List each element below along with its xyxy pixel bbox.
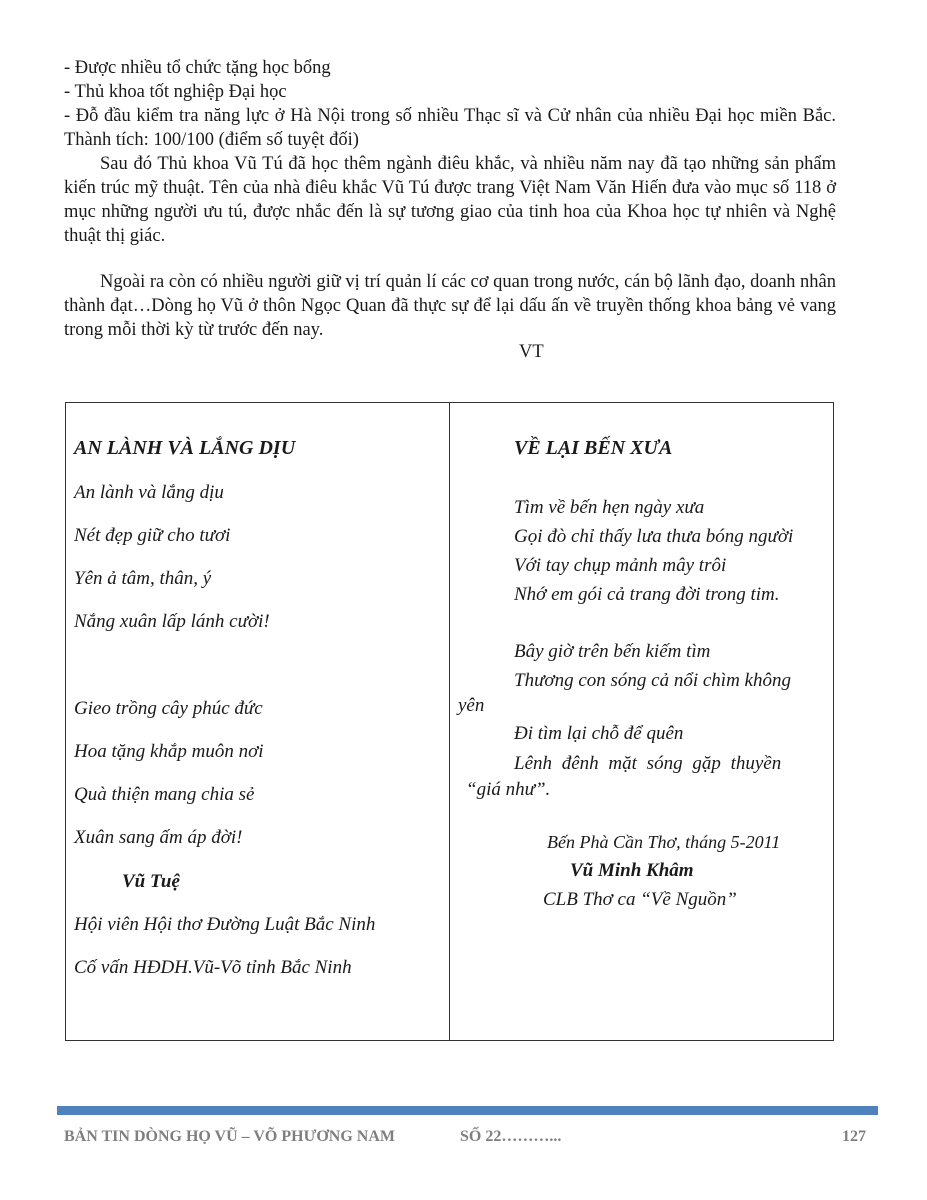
poem-left-line: Gieo trồng cây phúc đức [74,698,263,719]
poem-right-line: Đi tìm lại chỗ để quên [514,723,684,744]
paragraph-sculptor: Sau đó Thủ khoa Vũ Tú đã học thêm ngành điêu khắc, và nhiều năm nay đã tạo những sản phẩm kiến trúc mỹ thuật. Tên của nhà điêu khắc Vũ Tú được trang Việt Nam Văn Hiến đưa vào mục số 118 ở mục những người ưu tú, được nhắc đến là sự tương giao của tinh hoa của Khoa học tự nhiên và Nghệ thuật thị giác. [64,154,836,246]
page-number: 127 [842,1128,866,1145]
poem-left-line: Yên ả tâm, thân, ý [74,568,212,589]
footer-bar [57,1106,878,1115]
poem-left-line: Nét đẹp giữ cho tươi [74,525,231,546]
bullet-top-score: - Đỗ đầu kiểm tra năng lực ở Hà Nội trong số nhiều Thạc sĩ và Cử nhân của nhiều Đại học miền Bắc. Thành tích: 100/100 (điểm số tuyệt đối) [64,106,836,150]
poem-left-line: Quà thiện mang chia sẻ [74,784,255,805]
poem-right-line: Nhớ em gói cả trang đời trong tim. [514,584,780,605]
article-body [64,56,836,342]
footer-issue: SỐ 22………... [460,1128,562,1145]
poem-right-place-date: Bến Phà Cần Thơ, tháng 5-2011 [547,832,781,852]
poem-right-line: Tìm về bến hẹn ngày xưa [514,497,705,518]
poem-right-line: Gọi đò chỉ thấy lưa thưa bóng người [514,526,794,547]
poem-left-line: Xuân sang ấm áp đời! [74,827,243,848]
article-signature: VT [519,342,544,362]
poem-right-line: Bây giờ trên bến kiếm tìm [514,641,711,662]
poem-right-author: Vũ Minh Khâm [570,860,694,881]
poem-left-role: Hội viên Hội thơ Đường Luật Bắc Ninh [74,914,376,935]
paragraph-lineage: Ngoài ra còn có nhiều người giữ vị trí quản lí các cơ quan trong nước, cán bộ lãnh đạo, doanh nhân thành đạt…Dòng họ Vũ ở thôn Ngọc Quan đã thực sự để lại dấu ấn về truyền thống khoa bảng vẻ vang trong mỗi thời kỳ từ trước đến nay. [64,272,836,340]
poem-left-title: AN LÀNH VÀ LẮNG DỊU [74,437,296,459]
poem-right-line: “giá như”. [466,779,551,800]
poem-left-role: Cố vấn HĐDH.Vũ-Võ tỉnh Bắc Ninh [74,957,352,978]
bullet-valedictorian: - Thủ khoa tốt nghiệp Đại học [64,82,287,102]
poem-right-club: CLB Thơ ca “Về Nguồn” [543,889,737,910]
poem-left-author: Vũ Tuệ [122,871,180,892]
poem-right-line: Lênh đênh mặt sóng gặp thuyền [514,753,782,774]
poem-left-line: Nắng xuân lấp lánh cười! [74,611,270,632]
poem-right-line: Với tay chụp mảnh mây trôi [514,555,727,576]
poem-left-line: An lành và lắng dịu [74,482,224,503]
poem-right-line: yên [458,695,485,716]
footer-title: BẢN TIN DÒNG HỌ VŨ – VÕ PHƯƠNG NAM [64,1128,395,1145]
poems-divider [449,402,450,1041]
bullet-scholarship: - Được nhiều tổ chức tặng học bổng [64,58,331,78]
poem-right-title: VỀ LẠI BẾN XƯA [514,437,673,459]
poem-right-line: Thương con sóng cả nổi chìm không [514,670,791,691]
poem-left-line: Hoa tặng khắp muôn nơi [74,741,264,762]
